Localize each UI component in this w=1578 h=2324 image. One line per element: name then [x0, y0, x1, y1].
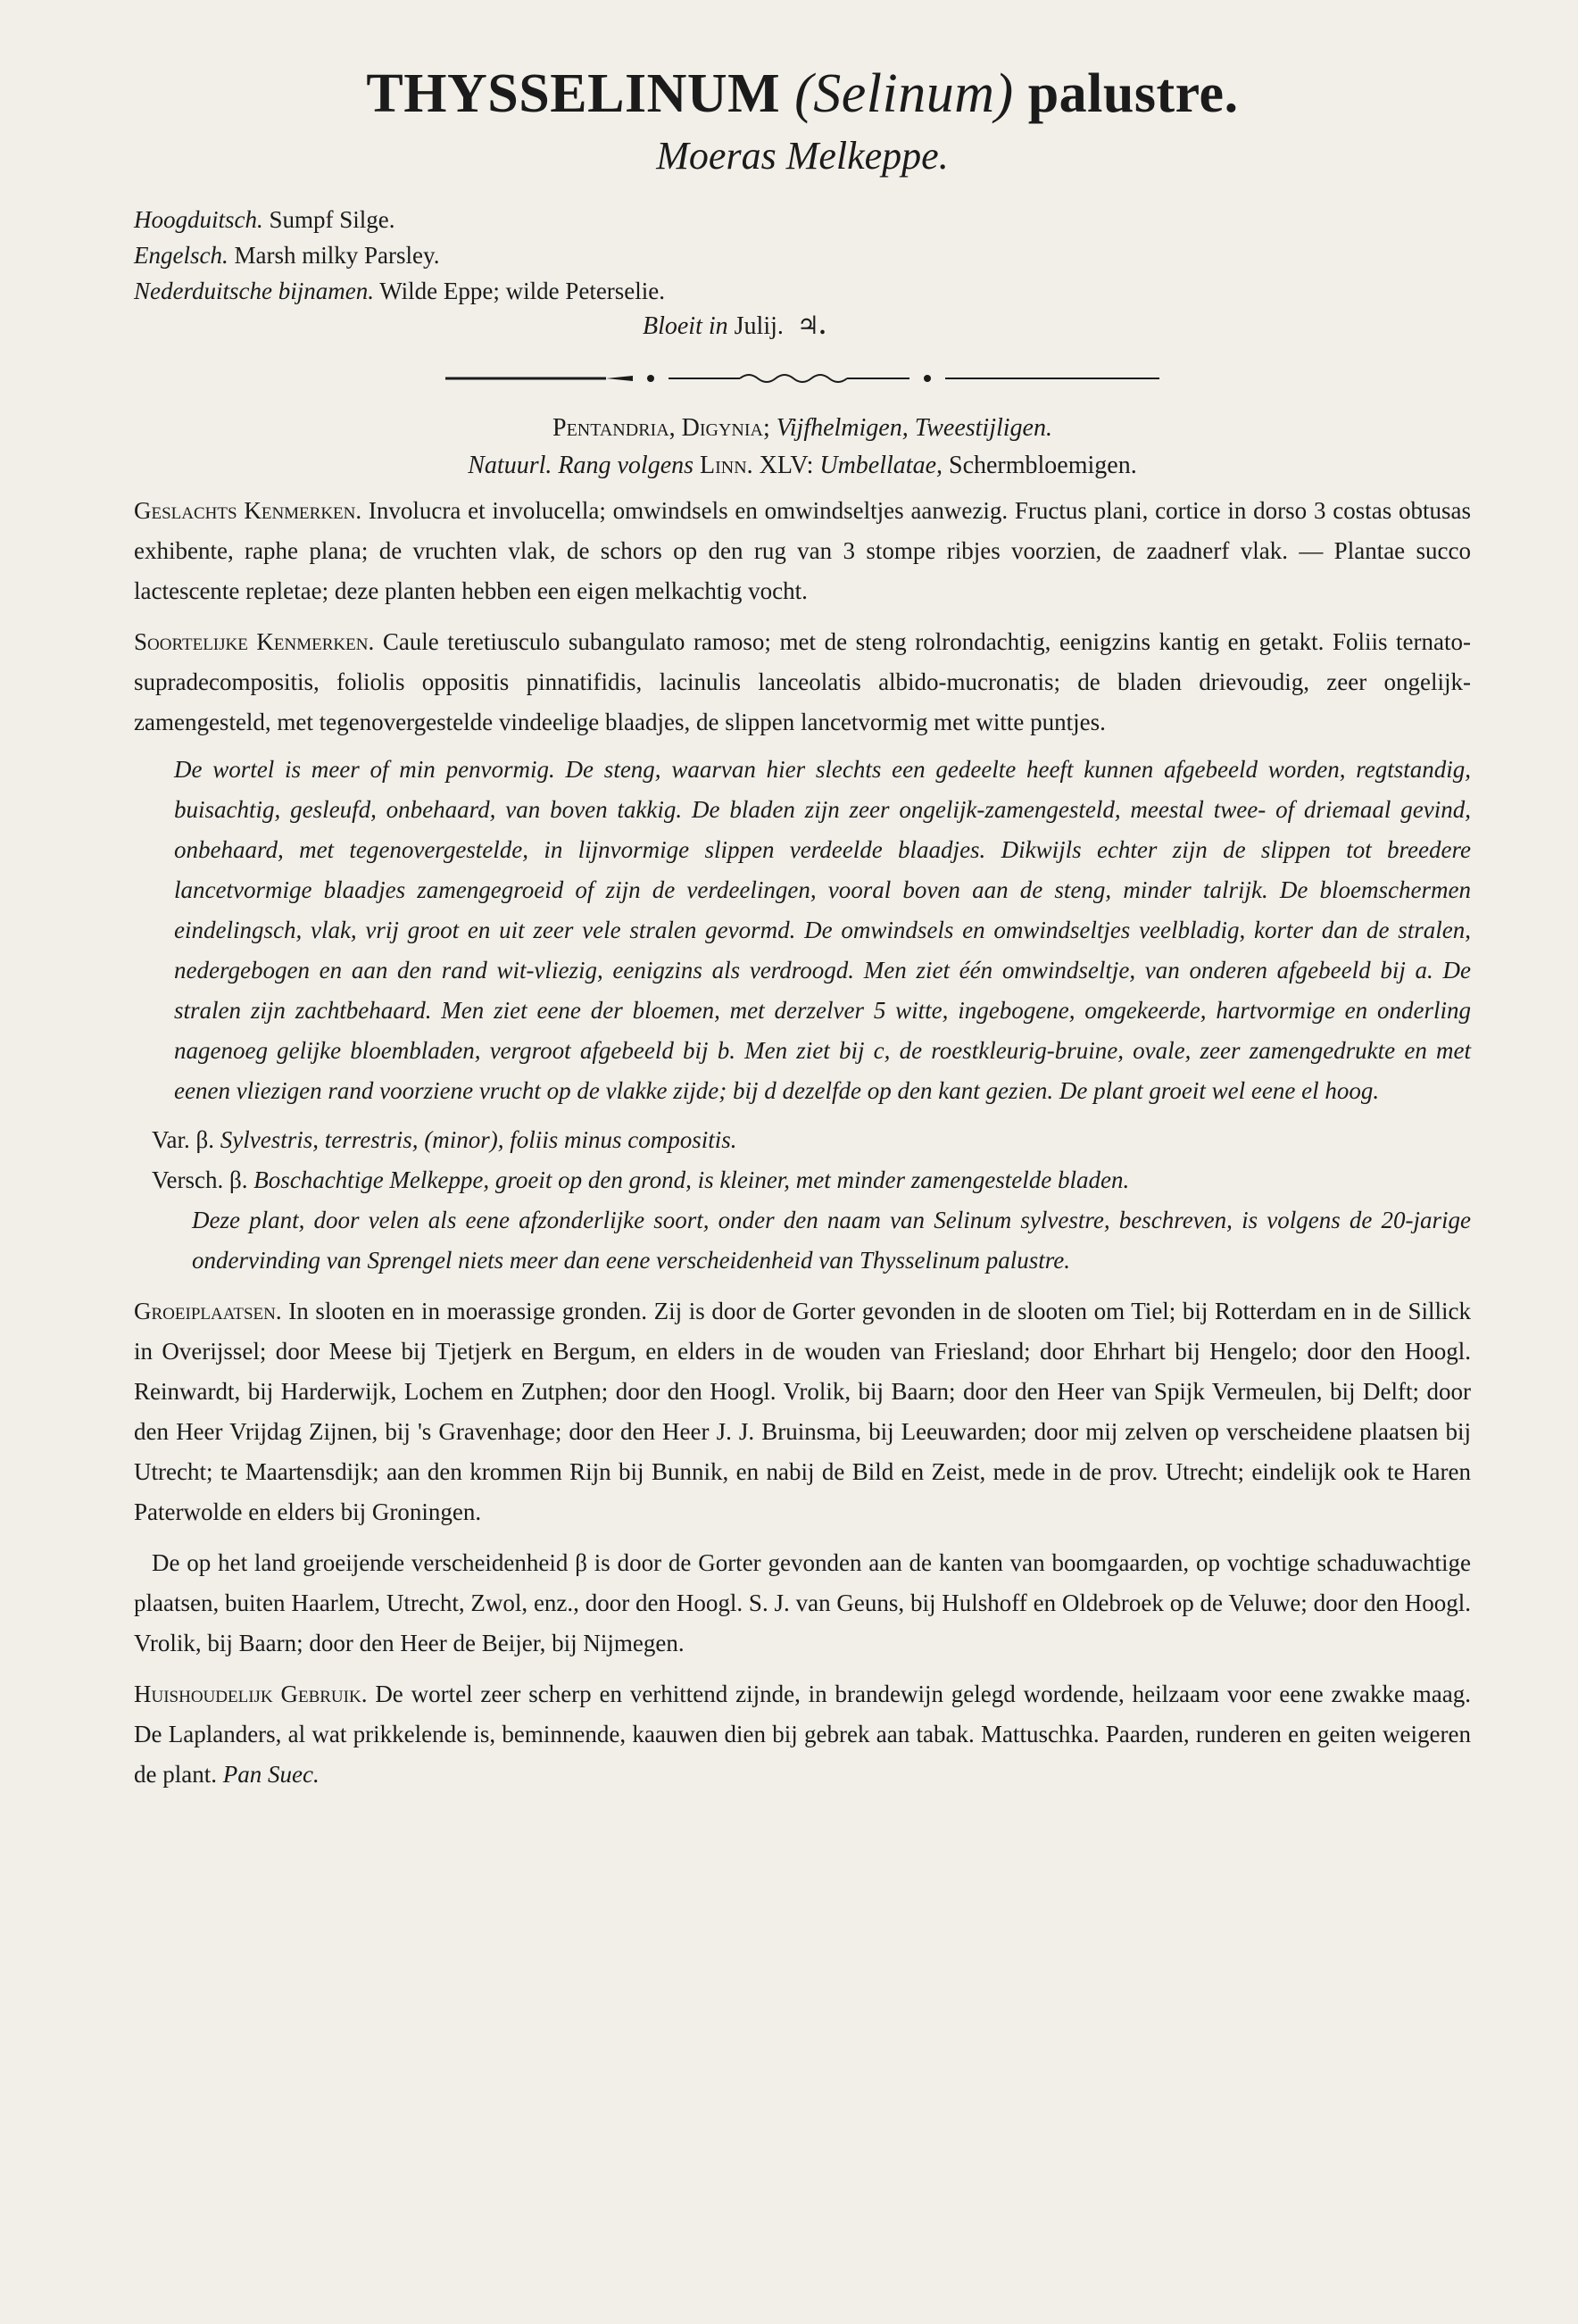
title-genus: THYSSELINUM — [366, 63, 781, 124]
german-name-line — [134, 202, 1471, 237]
natuurl-rank: XLV: — [759, 452, 814, 479]
genus-text: Involucra et involucella; omwindsels en omwindseltjes aanwezig. Fructus plani, cortice in dorso 3 costas obtusas exhibente, raphe plana; de vruchten vlak, de schors op den rug van 3 stompe ribjes voorzien, de zaadnerf vlak. — Plantae succo lactescente repletae; deze planten hebben een eigen melkachtig vocht. — [134, 497, 1471, 604]
habitats-beta: De op het land groeijende verscheidenheid β is door de Gorter gevonden aan de kanten van boomgaarden, op vochtige schaduwachtige plaatsen, buiten Haarlem, Utrecht, Zwol, enz., door den Hoogl. S. J. van Geuns, bij Hulshoff en Oldebroek op de Veluwe; door den Hoogl. Vrolik, bij Baarn; door den Heer de Beijer, bij Nijmegen. — [134, 1549, 1471, 1656]
dutch-name-line — [134, 273, 1471, 309]
title-species: palustre. — [1027, 63, 1239, 124]
natural-order — [134, 452, 1471, 480]
english-name: Marsh milky Parsley. — [234, 242, 440, 269]
versch-text: Boschachtige Melkeppe, groeit op den grond, is kleiner, met minder zamengestelde bladen. — [253, 1166, 1130, 1193]
variety-dutch — [152, 1160, 1471, 1200]
household-use — [134, 1674, 1471, 1795]
german-label: Hoogduitsch. — [134, 206, 263, 233]
dutch-label: Nederduitsche bijnamen. — [134, 278, 374, 304]
var-label: Var. β. — [152, 1126, 214, 1153]
species-characters — [134, 622, 1471, 743]
dutch-name: Moeras Melkeppe. — [656, 134, 949, 178]
natuurl-label: Natuurl. Rang volgens — [468, 452, 694, 479]
variety-note: Deze plant, door velen als eene afzonderlijke soort, onder den naam van Selinum sylvestre, beschreven, is volgens de 20-jarige ondervinding van Sprengel niets meer dan eene verscheidenheid van Thysselinum palustre. — [192, 1207, 1471, 1274]
versch-label: Versch. β. — [152, 1166, 248, 1193]
genus-characters — [134, 491, 1471, 611]
class-dutch: Vijfhelmigen, Tweestijligen. — [776, 414, 1052, 442]
linnaean-class — [134, 414, 1471, 443]
class-latin: Pentandria, Digynia; — [552, 414, 770, 442]
household-heading: Huishoudelijk Gebruik. — [134, 1681, 368, 1707]
vernacular-names — [134, 202, 1471, 344]
natuurl-dutch: Schermbloemigen. — [949, 452, 1137, 479]
perennial-symbol: ♃. — [796, 312, 826, 340]
flowering-line — [643, 309, 1471, 344]
household-text: De wortel zeer scherp en verhittend zijnde, in brandewijn gelegd wordende, heilzaam voor eene zwakke maag. De Laplanders, al wat prikkelende is, beminnende, kaauwen dien bij gebrek aan tabak. Mattuschka. Paarden, runderen en geiten weigeren de plant. — [134, 1681, 1472, 1788]
species-heading: Soortelijke Kenmerken. — [134, 628, 375, 655]
habitats-text: In slooten en in moerassige gronden. Zij is door de Gorter gevonden in de slooten om Tiel; bij Rotterdam en in de Sillick in Overijssel; door Meese bij Tjetjerk en Bergum, en elders in de wouden van Friesland; door Ehrhart bij Hengelo; door den Hoogl. Reinwardt, bij Harderwijk, Lochem en Zutphen; door den Hoogl. Vrolik, bij Baarn; door den Heer van Spijk Vermeulen, bij Delft; door den Heer Vrijdag Zijnen, bij 's Gravenhage; door den Heer J. J. Bruinsma, bij Leeuwarden; door mij zelven op verscheidene plaatsen bij Utrecht; te Maartensdijk; aan den krommen Rijn bij Bunnik, en nabij de Bild en Zeist, mede in de prov. Utrecht; eindelijk ook te Haren Paterwolde en elders bij Groningen. — [134, 1298, 1471, 1525]
variety-section — [134, 1120, 1471, 1281]
ornamental-divider — [445, 368, 1159, 389]
english-label: Engelsch. — [134, 242, 228, 269]
plant-description: De wortel is meer of min penvormig. De steng, waarvan hier slechts een gedeelte heeft kunnen afgebeeld worden, regtstandig, buisachtig, gesleufd, onbehaard, van boven takkig. De bladen zijn zeer ongelijk-zamengesteld, meestal twee- of driemaal gevind, onbehaard, met tegenovergestelde, in lijnvormige slippen verdeelde blaadjes. Dikwijls echter zijn de slippen tot breedere lancetvormige blaadjes zamengegroeid of zijn de verdeelingen, vooral boven aan de steng, minder talrijk. De bloemschermen eindelingsch, vlak, vrij groot en uit zeer vele stralen gevormd. De omwindsels en omwindseltjes veelbladig, korter dan de stralen, nedergebogen en aan den rand wit-vliezig, eenigzins als verdroogd. Men ziet één omwindseltje, van onderen afgebeeld bij a. De stralen zijn zachtbehaard. Men ziet eene der bloemen, met derzelver 5 witte, ingebogene, omgekeerde, hartvormige en onderling nagenoeg gelijke bloembladen, vergroot afgebeeld bij b. Men ziet bij c, de roestkleurig-bruine, ovale, zeer zamengedrukte en met eenen vliezigen rand voorziene vrucht op de vlakke zijde; bij d dezelfde op den kant gezien. De plant groeit wel eene el hoog. — [174, 756, 1471, 1104]
flowering-label: Bloeit in — [643, 312, 728, 340]
var-text: Sylvestris, terrestris, (minor), foliis minus compositis. — [220, 1126, 737, 1153]
household-ref: Pan Suec. — [222, 1761, 320, 1788]
german-name: Sumpf Silge. — [269, 206, 395, 233]
page-title — [134, 62, 1471, 126]
genus-heading: Geslachts Kenmerken. — [134, 497, 362, 524]
title-synonym: (Selinum) — [794, 63, 1014, 124]
english-name-line — [134, 237, 1471, 273]
variety-latin — [152, 1120, 1471, 1160]
flowering-month: Julij. — [734, 312, 784, 340]
habitats-heading: Groeiplaatsen. — [134, 1298, 282, 1324]
natuurl-linn: Linn. — [700, 452, 753, 479]
dutch-names: Wilde Eppe; wilde Peterselie. — [379, 278, 666, 304]
natuurl-order: Umbellatae, — [819, 452, 943, 479]
species-text: Caule teretiusculo subangulato ramoso; met de steng rolrondachtig, eenigzins kantig en getakt. Foliis ternato-supradecompositis, foliolis oppositis pinnatifidis, lacinulis lanceolatis albido-mucronatis; de bladen drievoudig, zeer ongelijk-zamengesteld, met tegenovergestelde vindeelige blaadjes, de slippen lancetvormig met witte puntjes. — [134, 628, 1472, 735]
habitats — [134, 1291, 1471, 1532]
